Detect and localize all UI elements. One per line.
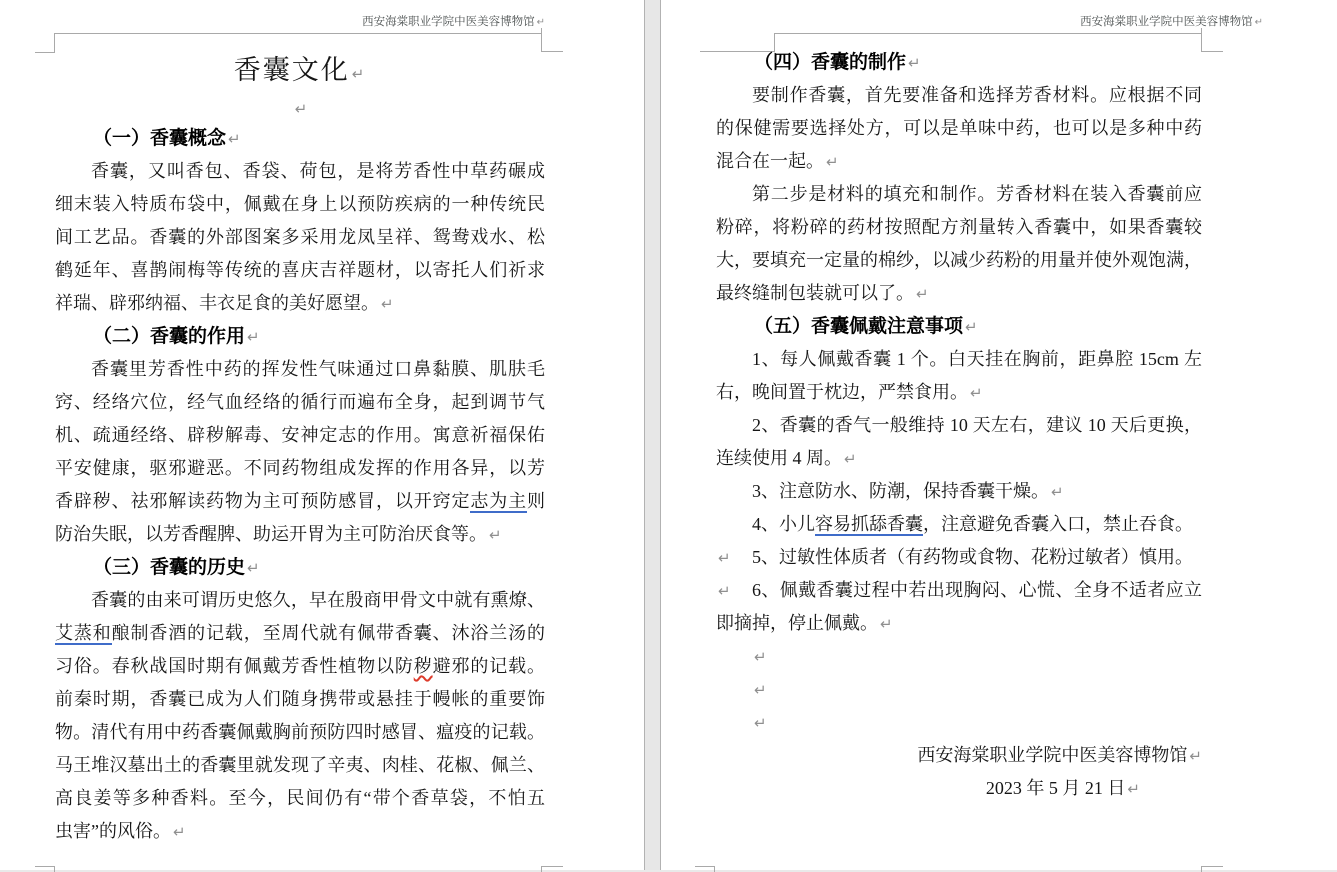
text-segment: 香囊，又叫香包、香袋、荷包，是将芳香性中草药碾成 bbox=[91, 161, 545, 181]
paragraph-mark: ↵ bbox=[536, 17, 545, 28]
text-segment: 大，要填充一定量的棉纱，以减少药粉的用量并使外观饱满， bbox=[716, 250, 1202, 270]
body-line bbox=[716, 79, 1202, 112]
body-line bbox=[716, 607, 1202, 640]
body-line bbox=[55, 617, 545, 650]
paragraph-mark: ↵ bbox=[1189, 748, 1202, 765]
grammar-check-underline: 志为主 bbox=[470, 491, 527, 511]
paragraph-mark: ↵ bbox=[1127, 781, 1140, 798]
text-segment: 香囊里芳香性中药的挥发性气味通过口鼻黏膜、肌肤毛 bbox=[91, 359, 545, 379]
text-segment: 平安健康，驱邪避恶。不同药物组成发挥的作用各异，以芳 bbox=[55, 458, 545, 478]
paragraph-mark: ↵ bbox=[228, 131, 241, 148]
paragraph-mark: ↵ bbox=[970, 385, 983, 402]
title-line bbox=[55, 46, 545, 94]
text-boundary-corner-bottom-right bbox=[1201, 866, 1223, 872]
blank-line bbox=[716, 640, 1202, 673]
paragraph-mark: ↵ bbox=[754, 649, 767, 666]
paragraph-mark: ↵ bbox=[826, 154, 839, 171]
paragraph-mark: ↵ bbox=[908, 55, 921, 72]
paragraph-mark: ↵ bbox=[718, 583, 731, 600]
paragraph-mark: ↵ bbox=[880, 616, 893, 633]
paragraph-mark: ↵ bbox=[965, 319, 978, 336]
text-segment: 连续使用 4 周。 bbox=[716, 448, 842, 468]
text-segment: 酿制香酒的记载，至周代就有佩带香囊、沐浴兰汤的 bbox=[111, 623, 545, 643]
body-line bbox=[716, 244, 1202, 277]
text-segment: 4、小儿 bbox=[752, 514, 815, 534]
text-segment: 6、佩戴香囊过程中若出现胸闷、心慌、全身不适者应立 bbox=[752, 580, 1202, 600]
text-segment: 要制作香囊，首先要准备和选择芳香材料。应根据不同 bbox=[752, 85, 1202, 105]
text-segment: 则 bbox=[527, 491, 545, 511]
body-line bbox=[55, 518, 545, 551]
body-line bbox=[716, 409, 1202, 442]
blank-center-line bbox=[55, 94, 545, 122]
page-text-area-right[interactable] bbox=[716, 46, 1202, 805]
date-line bbox=[716, 772, 1202, 805]
body-line bbox=[716, 178, 1202, 211]
text-segment: 香囊文化 bbox=[233, 55, 350, 85]
text-segment: 最终缝制包装就可以了。 bbox=[716, 283, 914, 303]
paragraph-mark: ↵ bbox=[351, 66, 367, 83]
document-page-left[interactable] bbox=[0, 0, 644, 870]
text-segment: 避邪的记载。 bbox=[432, 656, 546, 676]
spelling-check-underline: 秽 bbox=[413, 656, 433, 676]
body-line bbox=[716, 475, 1202, 508]
body-line bbox=[716, 376, 1202, 409]
text-segment: 鹤延年、喜鹊闹梅等传统的喜庆吉祥题材，以寄托人们祈求 bbox=[55, 260, 545, 280]
text-segment: 香辟秽、祛邪解读药物为主可预防感冒，以开窍定 bbox=[55, 491, 471, 511]
body-line bbox=[55, 584, 545, 617]
body-line bbox=[55, 386, 545, 419]
text-segment: ，注意避免香囊入口，禁止吞食。 bbox=[923, 514, 1193, 534]
heading-line bbox=[55, 320, 545, 353]
body-line bbox=[55, 353, 545, 386]
body-line bbox=[716, 211, 1202, 244]
text-segment: 2、香囊的香气一般维持 10 天左右，建议 10 天后更换， bbox=[752, 415, 1202, 435]
paragraph-mark: ↵ bbox=[294, 101, 308, 118]
body-line bbox=[55, 782, 545, 815]
paragraph-mark: ↵ bbox=[916, 286, 929, 303]
body-line bbox=[716, 145, 1202, 178]
body-line bbox=[716, 343, 1202, 376]
text-boundary-top bbox=[775, 33, 1201, 34]
body-line bbox=[55, 716, 545, 749]
text-segment: （五）香囊佩戴注意事项 bbox=[754, 316, 964, 337]
text-boundary-corner-top-left bbox=[35, 33, 55, 53]
text-segment: （三）香囊的历史 bbox=[93, 557, 246, 578]
text-segment: 混合在一起。 bbox=[716, 151, 824, 171]
body-line bbox=[55, 485, 545, 518]
text-segment: （四）香囊的制作 bbox=[754, 52, 907, 73]
heading-line bbox=[55, 551, 545, 584]
text-boundary-corner-bottom-right bbox=[541, 866, 563, 872]
text-segment: 细末装入特质布袋中，佩戴在身上以预防疾病的一种传统民 bbox=[55, 194, 545, 214]
document-page-right[interactable] bbox=[661, 0, 1337, 870]
text-boundary-top bbox=[55, 33, 541, 34]
paragraph-mark: ↵ bbox=[844, 451, 857, 468]
text-segment: 窍、经络穴位，经气血经络的循行而遍布全身，起到调节气 bbox=[55, 392, 545, 412]
text-segment: 粉碎，将粉碎的药材按照配方剂量转入香囊中，如果香囊较 bbox=[716, 217, 1202, 237]
paragraph-mark: ↵ bbox=[489, 527, 502, 544]
body-line bbox=[55, 749, 545, 782]
grammar-check-underline: 容易抓舔香囊 bbox=[815, 514, 923, 534]
text-boundary-corner-top-right bbox=[1201, 28, 1223, 52]
page-header-text: 西安海棠职业学院中医美容博物馆 bbox=[362, 16, 535, 28]
page-header-text: 西安海棠职业学院中医美容博物馆 bbox=[1080, 16, 1253, 28]
heading-line bbox=[55, 122, 545, 155]
paragraph-mark: ↵ bbox=[1051, 484, 1064, 501]
heading-line bbox=[716, 310, 1202, 343]
text-segment: （一）香囊概念 bbox=[93, 128, 227, 149]
body-line bbox=[55, 188, 545, 221]
sign-line bbox=[716, 739, 1202, 772]
text-segment: 3、注意防水、防潮，保持香囊干燥。 bbox=[752, 481, 1049, 501]
body-line bbox=[55, 683, 545, 716]
paragraph-mark: ↵ bbox=[754, 715, 767, 732]
text-segment: 第二步是材料的填充和制作。芳香材料在装入香囊前应 bbox=[752, 184, 1202, 204]
text-segment: 祥瑞、辟邪纳福、丰衣足食的美好愿望。 bbox=[55, 293, 379, 313]
body-line bbox=[716, 277, 1202, 310]
text-segment: 物。清代有用中药香囊佩戴胸前预防四时感冒、瘟疫的记载。 bbox=[55, 722, 545, 742]
body-line bbox=[55, 650, 545, 683]
paragraph-mark: ↵ bbox=[173, 824, 186, 841]
page-header-left bbox=[55, 13, 545, 29]
body-line bbox=[716, 574, 1202, 607]
body-line bbox=[55, 254, 545, 287]
text-boundary-corner-bottom-left bbox=[35, 866, 55, 872]
text-segment: （二）香囊的作用 bbox=[93, 326, 246, 347]
text-segment: 防治失眠，以芳香醒脾、助运开胃为主可防治厌食等。 bbox=[55, 524, 487, 544]
blank-line bbox=[716, 673, 1202, 706]
paragraph-mark: ↵ bbox=[381, 296, 394, 313]
page-header-right bbox=[716, 13, 1263, 29]
text-segment: 马王堆汉墓出土的香囊里就发现了辛夷、肉桂、花椒、佩兰、 bbox=[55, 755, 545, 775]
text-segment: 习俗。春秋战国时期有佩戴芳香性植物以防 bbox=[55, 656, 414, 676]
text-segment: 间工艺品。香囊的外部图案多采用龙凤呈祥、鸳鸯戏水、松 bbox=[55, 227, 545, 247]
text-segment: 右，晚间置于枕边，严禁食用。 bbox=[716, 382, 968, 402]
text-segment: 西安海棠职业学院中医美容博物馆 bbox=[917, 745, 1188, 765]
paragraph-mark: ↵ bbox=[718, 550, 731, 567]
text-segment: 1、每人佩戴香囊 1 个。白天挂在胸前，距鼻腔 15cm 左 bbox=[752, 349, 1202, 369]
body-line bbox=[55, 452, 545, 485]
paragraph-mark: ↵ bbox=[247, 329, 260, 346]
text-segment: 机、疏通经络、辟秽解毒、安神定志的作用。寓意祈福保佑 bbox=[55, 425, 545, 445]
page-text-area-left[interactable] bbox=[55, 46, 545, 848]
body-line bbox=[716, 112, 1202, 145]
body-line bbox=[55, 155, 545, 188]
text-segment: 高良姜等多种香料。至今，民间仍有“带个香草袋，不怕五 bbox=[55, 788, 545, 808]
paragraph-mark: ↵ bbox=[1254, 17, 1263, 28]
blank-line bbox=[716, 706, 1202, 739]
body-line bbox=[55, 287, 545, 320]
paragraph-mark: ↵ bbox=[754, 682, 767, 699]
text-segment: 前秦时期，香囊已成为人们随身携带或悬挂于幔帐的重要饰 bbox=[55, 689, 545, 709]
body-line bbox=[55, 419, 545, 452]
body-line bbox=[716, 442, 1202, 475]
text-segment: 的保健需要选择处方，可以是单味中药，也可以是多种中药 bbox=[716, 118, 1202, 138]
body-line bbox=[55, 221, 545, 254]
body-line bbox=[55, 815, 545, 848]
text-segment: 即摘掉，停止佩戴。 bbox=[716, 613, 878, 633]
text-segment: 2023 年 5 月 21 日 bbox=[985, 778, 1126, 798]
text-boundary-corner-bottom-left bbox=[695, 866, 715, 872]
text-segment: 香囊的由来可谓历史悠久，早在殷商甲骨文中就有熏燎、 bbox=[91, 590, 545, 610]
page-gap bbox=[644, 0, 661, 870]
paragraph-mark: ↵ bbox=[247, 560, 260, 577]
grammar-check-underline: 艾蒸和 bbox=[55, 623, 112, 643]
text-segment: 5、过敏性体质者（有药物或食物、花粉过敏者）慎用。 bbox=[752, 547, 1193, 567]
heading-line bbox=[716, 46, 1202, 79]
text-segment: 虫害”的风俗。 bbox=[55, 821, 171, 841]
